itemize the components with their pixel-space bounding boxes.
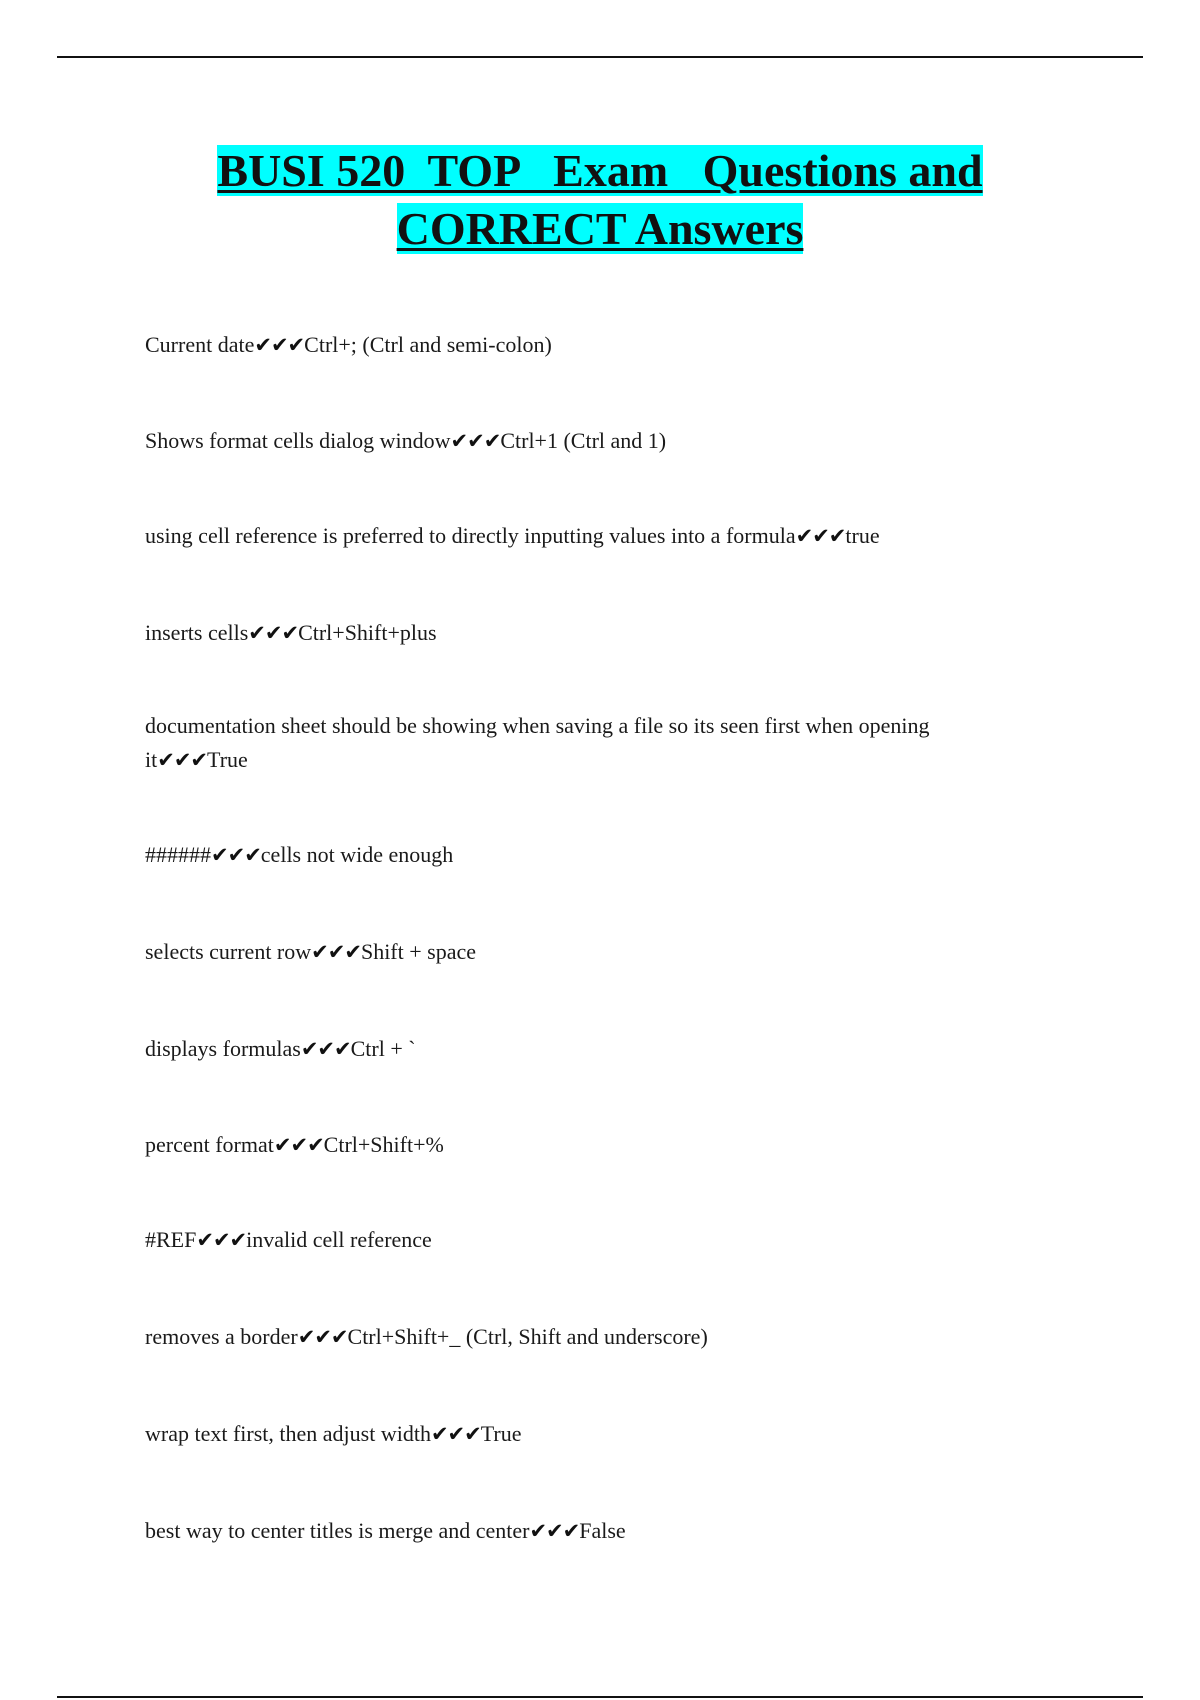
qa-item [145,709,1025,777]
qa-item [145,1417,1025,1451]
question-text: ###### [145,842,211,867]
question-text: best way to center titles is merge and center [145,1518,530,1543]
question-text: documentation sheet should be showing when saving a file so its seen first when opening it [145,713,936,772]
question-text: #REF [145,1227,197,1252]
qa-item [145,519,1025,553]
answer-text: cells not wide enough [260,842,454,867]
qa-item [145,935,1025,969]
qa-item [145,1128,1025,1162]
answer-text: True [480,1421,522,1446]
answer-text: Ctrl+Shift+plus [298,620,437,645]
qa-item [145,1514,1025,1548]
header-rule [57,56,1143,58]
check-marks-icon: ✔✔✔ [248,621,299,645]
page-title [100,142,1100,258]
answer-text: Ctrl+1 (Ctrl and 1) [500,428,667,453]
answer-text: Shift + space [360,939,477,964]
question-text: wrap text first, then adjust width [145,1421,431,1446]
question-text: selects current row [145,939,312,964]
answer-text: invalid cell reference [246,1227,432,1252]
check-marks-icon: ✔✔✔ [300,1037,351,1061]
question-text: using cell reference is preferred to directly inputting values into a formula [145,523,796,548]
check-marks-icon: ✔✔✔ [211,843,261,867]
question-text: Shows format cells dialog window [145,428,451,453]
check-marks-icon: ✔✔✔ [529,1519,580,1543]
answer-text: Ctrl+Shift+% [323,1132,444,1157]
question-text: Current date [145,332,255,357]
answer-text: true [845,523,880,548]
qa-item [145,424,1025,458]
qa-item [145,1320,1025,1354]
check-marks-icon: ✔✔✔ [297,1325,348,1349]
answer-text: Ctrl + ` [350,1036,416,1061]
check-marks-icon: ✔✔✔ [311,940,361,964]
check-marks-icon: ✔✔✔ [157,748,208,772]
qa-item [145,838,1025,872]
check-marks-icon: ✔✔✔ [196,1228,247,1252]
question-text: displays formulas [145,1036,301,1061]
answer-text: Ctrl+Shift+_ (Ctrl, Shift and underscore) [347,1324,708,1349]
qa-item [145,328,1025,362]
check-marks-icon: ✔✔✔ [430,1422,481,1446]
question-text: percent format [145,1132,274,1157]
qa-item [145,616,1025,650]
check-marks-icon: ✔✔✔ [273,1133,324,1157]
title-line-1: BUSI 520 TOP Exam Questions and [217,145,983,196]
question-text: inserts cells [145,620,249,645]
title-line-2: CORRECT Answers [396,203,804,254]
footer-rule [57,1696,1143,1698]
check-marks-icon: ✔✔✔ [795,524,846,548]
check-marks-icon: ✔✔✔ [254,333,305,357]
check-marks-icon: ✔✔✔ [450,429,501,453]
answer-text: Ctrl+; (Ctrl and semi-colon) [304,332,552,357]
answer-text: False [579,1518,626,1543]
qa-item [145,1032,1025,1066]
answer-text: True [207,747,248,772]
question-text: removes a border [145,1324,298,1349]
qa-item [145,1223,1025,1257]
